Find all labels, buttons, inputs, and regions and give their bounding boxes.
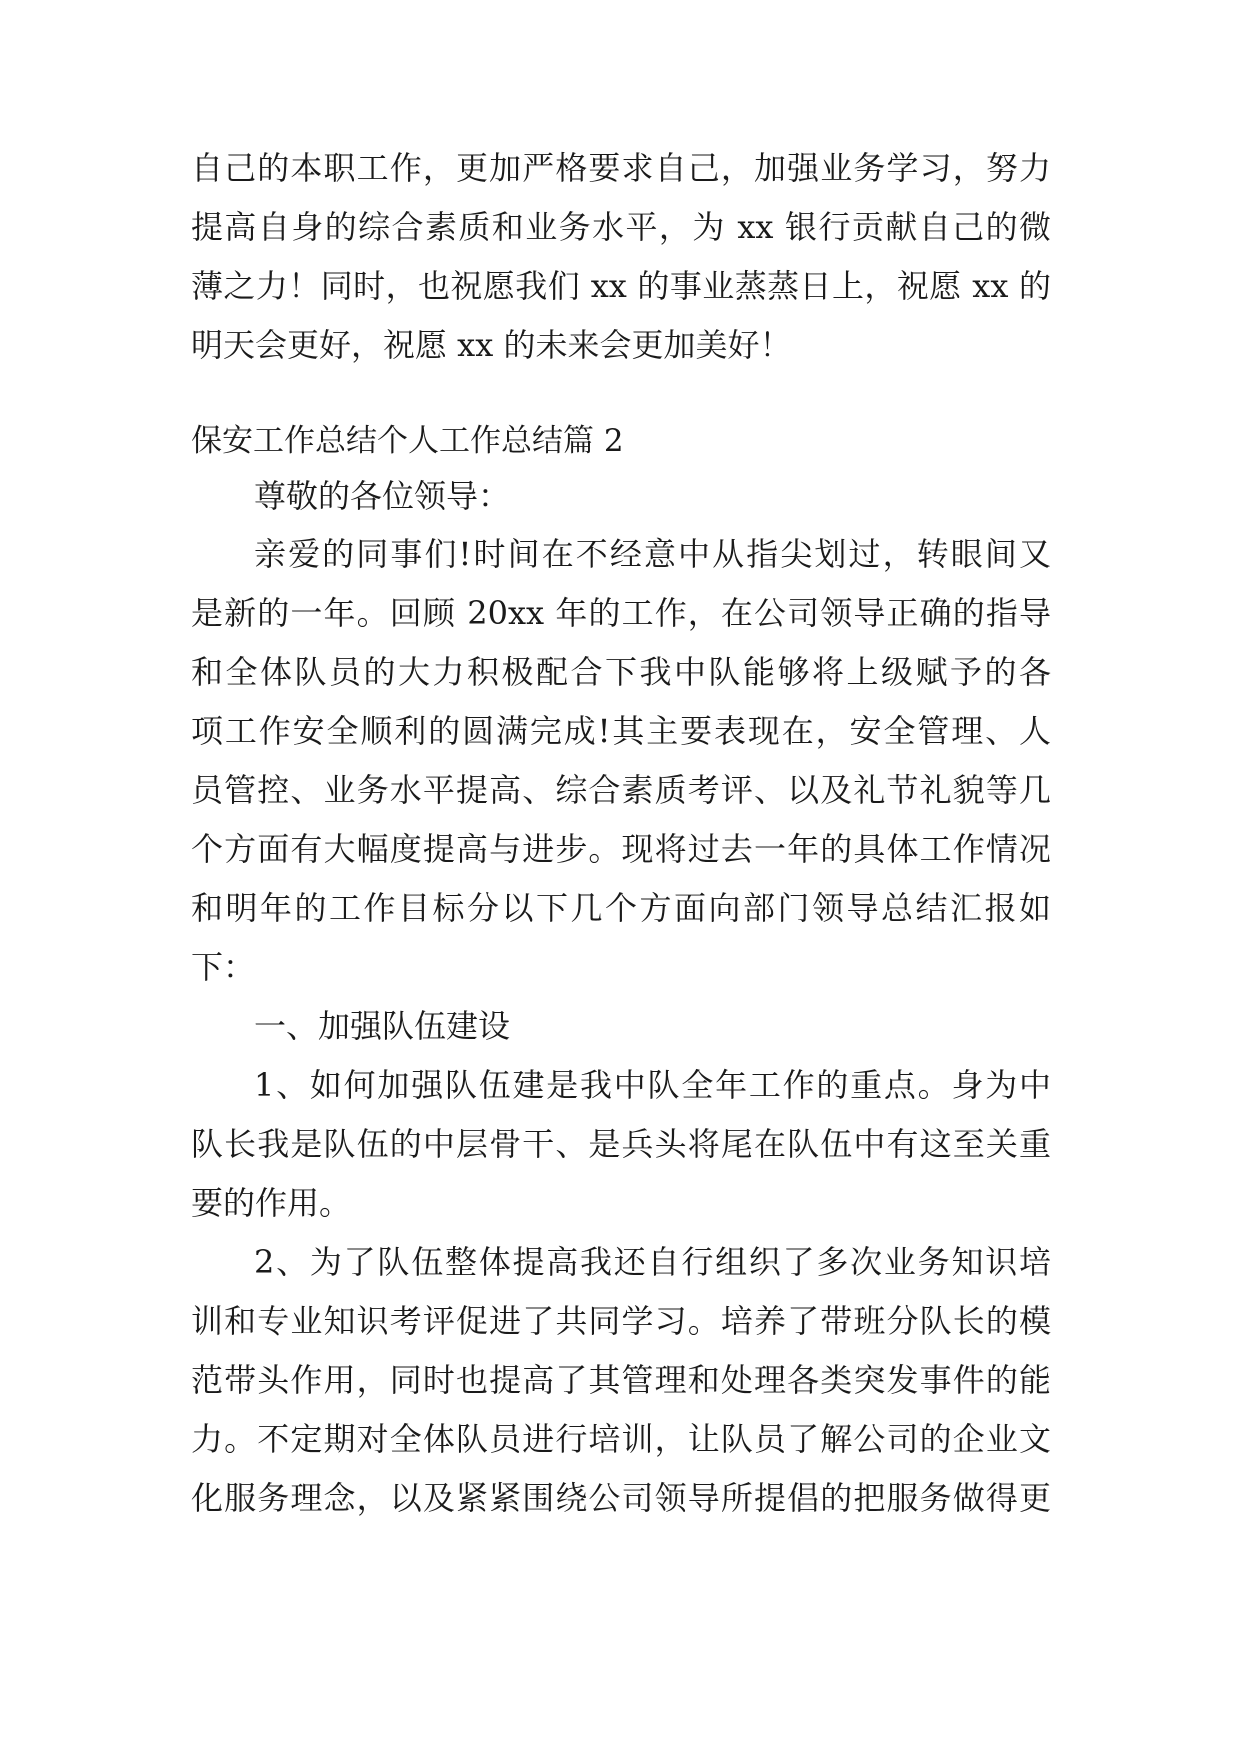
- text-line: 是新的一年。回顾 20xx 年的工作，在公司领导正确的指导: [191, 594, 1051, 632]
- text-line: 员管控、业务水平提高、综合素质考评、以及礼节礼貌等几: [191, 771, 1051, 809]
- text-line: 下：: [191, 948, 256, 986]
- text-line: 项工作安全顺利的圆满完成!其主要表现在，安全管理、人: [191, 712, 1051, 750]
- section-title: 保安工作总结个人工作总结篇 2: [191, 423, 624, 459]
- subheading: 一、加强队伍建设: [254, 1007, 511, 1045]
- text-line: 薄之力！同时，也祝愿我们 xx 的事业蒸蒸日上，祝愿 xx 的: [191, 267, 1051, 305]
- text-line: 亲爱的同事们!时间在不经意中从指尖划过，转眼间又: [254, 535, 1051, 573]
- text-line: 化服务理念，以及紧紧围绕公司领导所提倡的把服务做得更: [191, 1479, 1051, 1517]
- text-line: 要的作用。: [191, 1184, 352, 1222]
- text-line: 范带头作用，同时也提高了其管理和处理各类突发事件的能: [191, 1361, 1051, 1399]
- text-line: 力。不定期对全体队员进行培训，让队员了解公司的企业文: [191, 1420, 1051, 1458]
- text-line: 提高自身的综合素质和业务水平，为 xx 银行贡献自己的微: [191, 208, 1051, 246]
- text-line: 自己的本职工作，更加严格要求自己，加强业务学习，努力: [191, 149, 1051, 187]
- text-line: 和明年的工作目标分以下几个方面向部门领导总结汇报如: [191, 889, 1051, 927]
- text-line: 队长我是队伍的中层骨干、是兵头将尾在队伍中有这至关重: [191, 1125, 1051, 1163]
- salutation: 尊敬的各位领导：: [254, 477, 511, 515]
- text-line: 和全体队员的大力积极配合下我中队能够将上级赋予的各: [191, 653, 1051, 691]
- text-line: 个方面有大幅度提高与进步。现将过去一年的具体工作情况: [191, 830, 1051, 868]
- text-line: 1、如何加强队伍建是我中队全年工作的重点。身为中: [254, 1066, 1051, 1104]
- text-line: 2、为了队伍整体提高我还自行组织了多次业务知识培: [254, 1243, 1051, 1281]
- text-line: 训和专业知识考评促进了共同学习。培养了带班分队长的模: [191, 1302, 1051, 1340]
- text-line: 明天会更好，祝愿 xx 的未来会更加美好！: [191, 326, 792, 364]
